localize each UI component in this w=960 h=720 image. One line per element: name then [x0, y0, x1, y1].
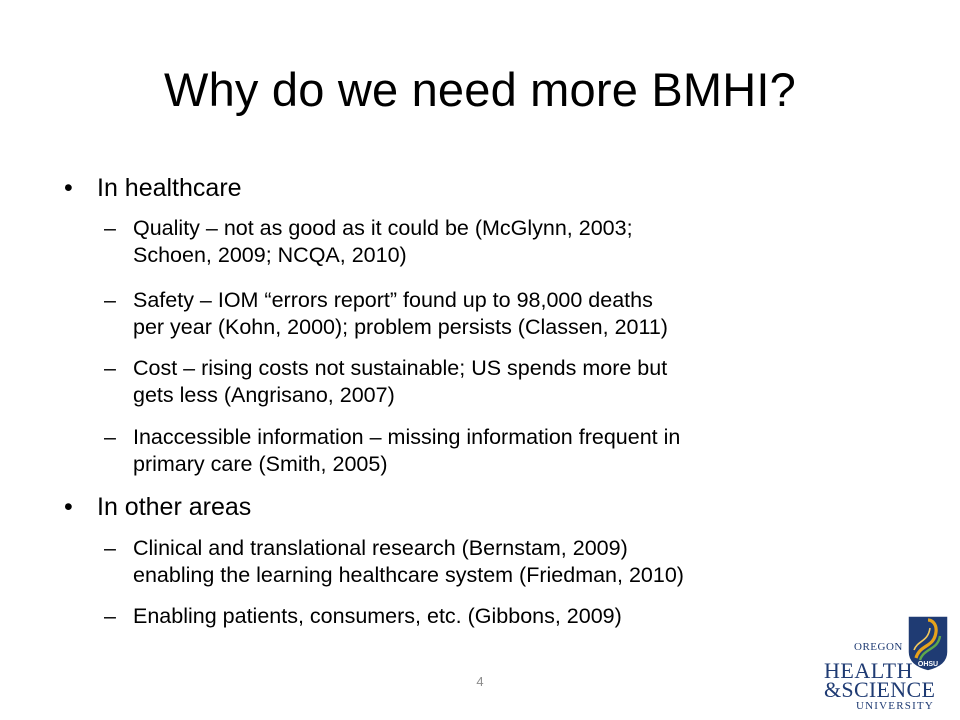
sub-item-line: Clinical and translational research (Bernstam, 2009) [133, 536, 628, 560]
sub-item-line: Schoen, 2009; NCQA, 2010) [133, 242, 407, 267]
sub-item-line: Quality – not as good as it could be (McGlynn, 2003; [133, 216, 633, 240]
sub-item-line: Inaccessible information – missing information frequent in [133, 425, 681, 449]
sub-item-line: enabling the learning healthcare system (Friedman, 2010) [133, 562, 684, 587]
bullet-text: In other areas [97, 493, 252, 521]
sub-item-line: Enabling patients, consumers, etc. (Gibbons, 2009) [133, 604, 622, 628]
sub-item-text [133, 424, 923, 477]
sub-item-text [133, 603, 923, 630]
sub-item-line: per year (Kohn, 2000); problem persists (Classen, 2011) [133, 314, 668, 339]
logo-text-university: UNIVERSITY [856, 700, 934, 712]
dash-icon: – [104, 356, 116, 380]
ohsu-logo [820, 614, 956, 716]
sub-item-line: primary care (Smith, 2005) [133, 451, 388, 476]
logo-text-oregon: OREGON [854, 641, 903, 653]
dash-icon: – [104, 425, 116, 449]
sub-item-text [133, 355, 923, 408]
logo-text-health: HEALTH [824, 658, 913, 683]
bullet-icon: • [64, 493, 73, 521]
dash-icon: – [104, 604, 116, 628]
sub-item-line: gets less (Angrisano, 2007) [133, 382, 395, 407]
sub-item-line: Cost – rising costs not sustainable; US spends more but [133, 356, 668, 380]
shield-text: OHSU [917, 661, 939, 668]
sub-item-text [133, 535, 923, 588]
bullet-text: In healthcare [97, 174, 242, 202]
dash-icon: – [104, 536, 116, 560]
sub-item-text [133, 287, 923, 340]
sub-item-line: Safety – IOM “errors report” found up to 98,000 deaths [133, 288, 653, 312]
dash-icon: – [104, 288, 116, 312]
sub-item-text [133, 215, 923, 268]
slide-title: Why do we need more BMHI? [164, 63, 796, 116]
bullet-icon: • [64, 174, 73, 202]
page-number: 4 [476, 674, 484, 689]
logo-text-science: &SCIENCE [824, 677, 936, 702]
dash-icon: – [104, 216, 116, 240]
